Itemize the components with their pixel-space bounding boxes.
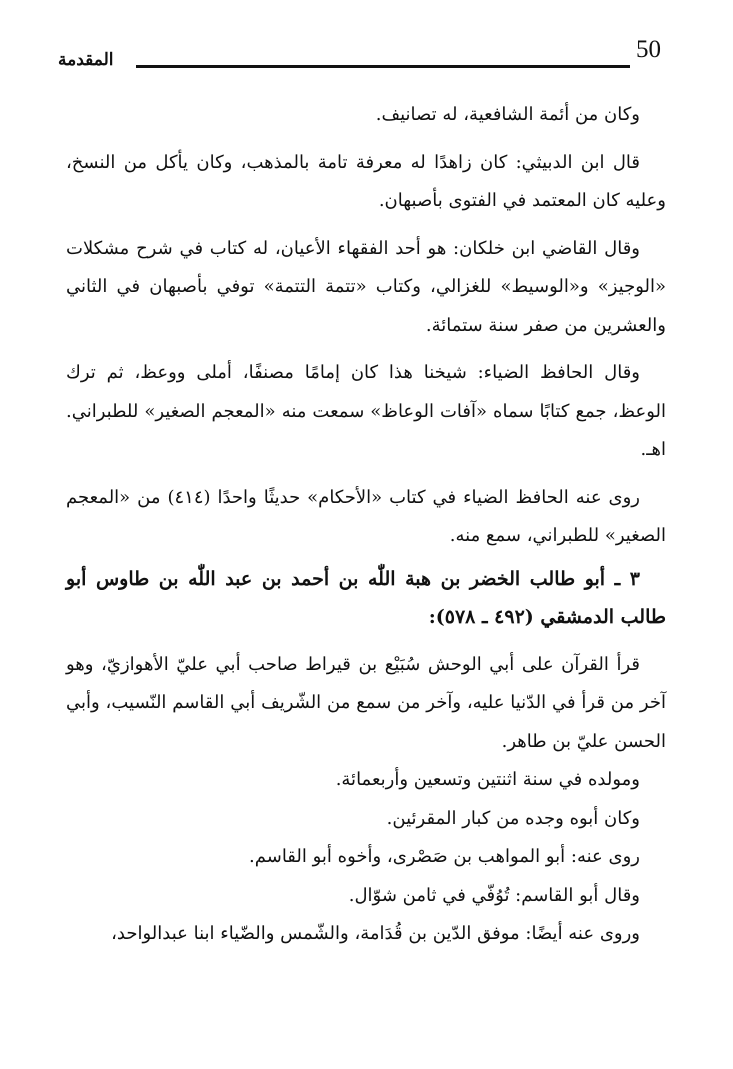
paragraph: قرأ القرآن على أبي الوحش سُبَيْع بن قيراط صاحب أبي عليّ الأهوازيّ، وهو آخر من قرأ في الدّنيا عليه، وآخر من سمع من الشّريف أبي القاسم النّسيب، وأبي الحسن عليّ بن طاهر. [66,653,666,752]
paragraph: ومولده في سنة اثنتين وتسعين وأربعمائة. [335,769,640,790]
paragraph: وقال الحافظ الضياء: شيخنا هذا كان إمامًا مصنفًا، أملى ووعظ، ثم ترك الوعظ، جمع كتابًا سماه «آفات الوعاظ» سمعت منه «المعجم الصغير» للطبراني. اهـ. [66,362,666,460]
entry-heading: ٣ ـ أبو طالب الخضر بن هبة اللّٰه بن أحمد بن عبد اللّٰه بن طاوس أبو طالب الدمشقي (٤٩٢ ـ ٥٧٨): [66,567,666,628]
body-text [66,96,666,954]
paragraph: روى عنه: أبو المواهب بن صَصْرى، وأخوه أبو القاسم. [249,846,640,867]
paragraph: قال ابن الدبيثي: كان زاهدًا له معرفة تامة بالمذهب، وكان يأكل من النسخ، وعليه كان المعتمد في الفتوى بأصبهان. [66,151,666,211]
paragraph: روى عنه الحافظ الضياء في كتاب «الأحكام» حديثًا واحدًا (٤١٤) من «المعجم الصغير» للطبراني، سمع منه. [66,486,666,546]
paragraph: وروى عنه أيضًا: موفق الدّين بن قُدَامة، والشّمس والضّياء ابنا عبدالواحد، [111,923,640,944]
running-title: المقدمة [58,50,114,70]
page-number: 50 [636,36,661,63]
paragraph: وكان من أئمة الشافعية، له تصانيف. [375,104,640,125]
page-header [58,36,661,76]
paragraph: وقال أبو القاسم: تُوُفّي في ثامن شوّال. [348,884,640,906]
paragraph: وكان أبوه وجده من كبار المقرئين. [386,807,640,829]
header-rule [136,65,630,68]
paragraph: وقال القاضي ابن خلكان: هو أحد الفقهاء الأعيان، له كتاب في شرح مشكلات «الوجيز» و«الوسيط» للغزالي، وكتاب «تتمة التتمة» توفي بأصبهان في الثاني والعشرين من صفر سنة ستمائة. [66,237,666,336]
